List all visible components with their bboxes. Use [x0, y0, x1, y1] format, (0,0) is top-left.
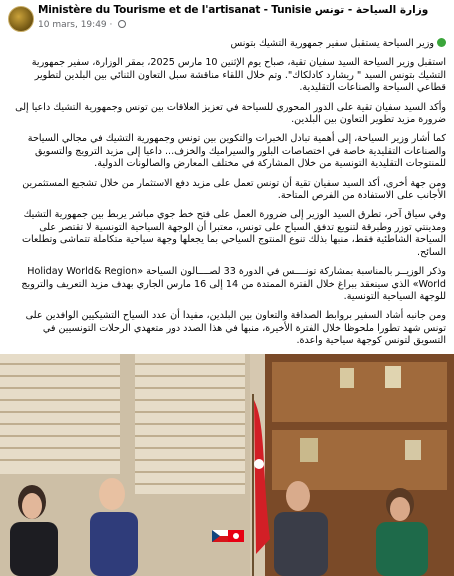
post-paragraph: وفي سياق آخر، تطرق السيد الوزير إلى ضرورة العمل على فتح خط جوي مباشر يربط بين جمهورية التشيك ومدينتي توزر وطبرقة لتنويع تدفق السياح على تونس، معتبرا أن الوجهة السياحية التونسية لا تقتصر على السياحة الشاطئية فقط، منبها بذلك تنوع المنتوج السياحي بما يجعلها وجهة سياحية متكاملة تتماشى وتطلعات السائح.: [21, 209, 446, 258]
post-paragraph: كما أشار وزير السياحة، إلى أهمية تبادل الخبرات والتكوين بين تونس وجمهورية التشيك في مجالي السياحة والصناعات التقليدية خاصة في اختصاصات البلور والسيراميك والخزف... داعيا إلى مزيد الترويج والتسويق للمنتوجات التقليدية التونسية من خلال المشاركة في مختلف المعارض والصالونات الدولية.: [27, 133, 446, 170]
green-circle-icon: [437, 38, 446, 47]
page-name-link[interactable]: Ministère du Tourisme et de l'artisanat - Tunisie وزارة السياحة - تونس: [38, 4, 429, 16]
post-title-text: وزير السياحة يستقبل سفير جمهورية التشيك بتونس: [230, 38, 434, 49]
page-avatar[interactable]: [8, 6, 34, 32]
post-title: [8, 38, 446, 50]
meeting-photo: [0, 354, 454, 576]
post-header: [0, 0, 454, 36]
post-meta: [38, 20, 126, 30]
post-photo[interactable]: [0, 354, 454, 576]
globe-icon: [118, 20, 126, 28]
post-timestamp[interactable]: 10 mars, 19:49: [38, 20, 107, 30]
meta-separator: ·: [109, 20, 113, 30]
post-paragraph: ومن جهة أخرى، أكد السيد سفيان تقية أن تونس تعمل على مزيد دفع الاستثمار من خلال تشجيع المستثمرين الأجانب على الاستفادة من الفرص المتاحة.: [22, 177, 446, 202]
post-paragraph: ومن جانبه أشاد السفير بروابط الصداقة والتعاون بين البلدين، مفيدا أن عدد السياح التشيكيين الوافدين على تونس شهد تطورا ملحوظا خلال الفترة الأخيرة، منبها في هذا الصدد دور متعهدي الرحلات التونسيين في التسويق لتونس كوجهة سياحية واعدة.: [25, 310, 446, 347]
post-paragraph: وذكر الوزيــر بالمناسبة بمشاركة تونــــس في الدورة 33 لصــــالون السياحة «Holiday World& Region World» الذي سينعقد ببراغ خلال الفترة الممتدة من 14 إلى 16 مارس الجاري بهدف مزيد التعريف والترويج للوجهة السياحية التونسية.: [21, 266, 446, 302]
post-paragraph: استقبل وزير السياحة السيد سفيان تقية، صباح يوم الإثنين 10 مارس 2025، بمقر الوزارة، سفير جمهورية التشيك بتونس السيد " ريشارد كادلكاك". وتم خلال اللقاء مناقشة سبل التعاون الثنائي بين البلدين لتطوير قطاعي السياحة والصناعات التقليدية.: [31, 57, 446, 94]
post-paragraph: وأكد السيد سفيان تقية على الدور المحوري للسياحة في تعزيز العلاقات بين تونس وجمهورية التشيك داعيا إلى ضرورة مزيد تطوير التعاون بين البلدين.: [15, 101, 446, 126]
post-text: [8, 38, 446, 355]
